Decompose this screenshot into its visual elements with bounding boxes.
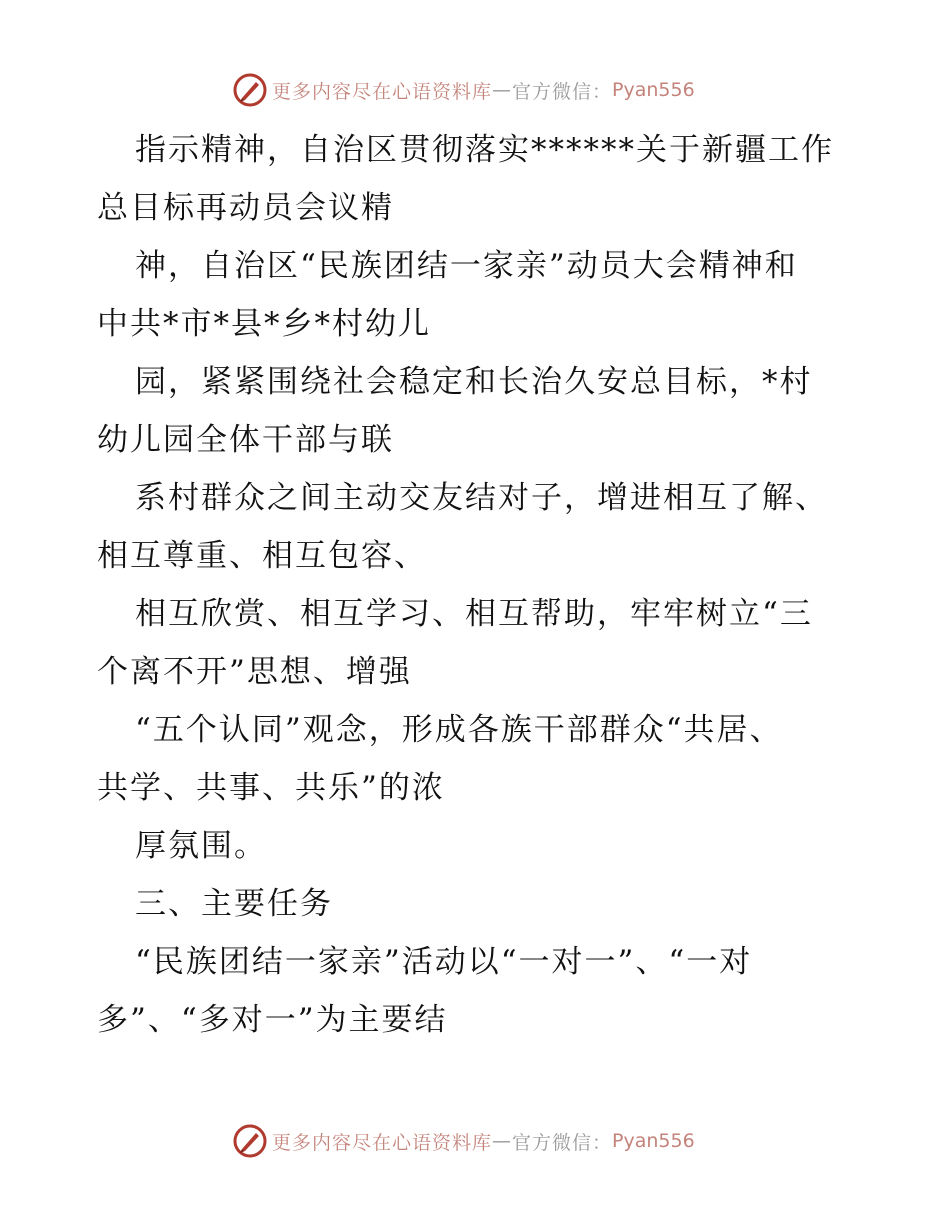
body-line: 相互尊重、相互包容、 [97, 538, 427, 574]
section-heading: 三、主要任务 [135, 886, 333, 922]
watermark-main-text: 更多内容尽在心语资料库 [272, 1131, 493, 1154]
watermark-main-text: 更多内容尽在心语资料库 [272, 80, 493, 103]
body-line: 中共*市*县*乡*村幼儿 [97, 306, 431, 342]
body-line: 共学、共事、共乐”的浓 [97, 770, 445, 806]
body-line: “五个认同”观念，形成各族干部群众“共居、 [135, 712, 783, 748]
watermark-separator: — [492, 1130, 513, 1152]
watermark-separator: — [492, 79, 513, 101]
body-line: 指示精神，自治区贯彻落实******关于新疆工作 [135, 132, 834, 168]
pen-logo-icon [232, 72, 268, 108]
body-line: 系村群众之间主动交友结对子，增进相互了解、 [135, 480, 828, 516]
section-paragraph-end: 厚氛围。 [135, 828, 267, 864]
footer-watermark [232, 1121, 695, 1161]
body-line: 总目标再动员会议精 [97, 190, 394, 226]
watermark-wechat-id: Pyan556 [612, 79, 695, 101]
pen-logo-icon [232, 1123, 268, 1159]
body-line: 相互欣赏、相互学习、相互帮助，牢牢树立“三 [135, 596, 813, 632]
body-line: “民族团结一家亲”活动以“一对一”、“一对 [135, 944, 753, 980]
watermark-label: 官方微信： [512, 80, 613, 103]
watermark-wechat-id: Pyan556 [612, 1130, 695, 1152]
watermark-label: 官方微信： [512, 1131, 613, 1154]
header-watermark [232, 70, 695, 110]
body-line: 个离不开”思想、增强 [97, 654, 412, 690]
document-body [97, 121, 857, 1049]
body-line: 园，紧紧围绕社会稳定和长治久安总目标，*村 [135, 364, 813, 400]
body-line: 幼儿园全体干部与联 [97, 422, 394, 458]
body-line: 多”、“多对一”为主要结 [97, 1002, 448, 1038]
body-line: 神，自治区“民族团结一家亲”动员大会精神和 [135, 248, 798, 284]
